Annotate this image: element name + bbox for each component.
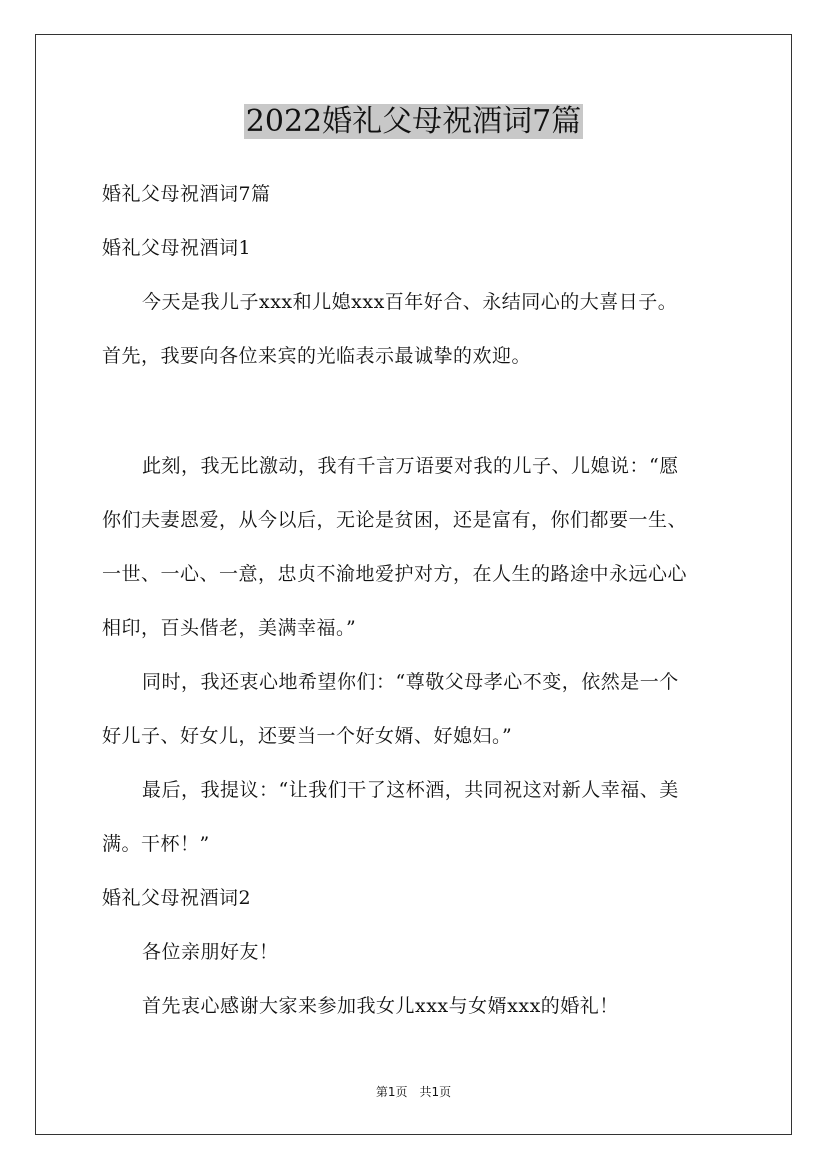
paragraph-line: 最后，我提议：“让我们干了这杯酒，共同祝这对新人幸福、美 [142, 779, 679, 801]
section-heading-main: 婚礼父母祝酒词7篇 [102, 183, 271, 205]
total-pages: 共1页 [419, 1085, 452, 1099]
document-title-text: 2022婚礼父母祝酒词7篇 [245, 104, 582, 139]
paragraph-line: 各位亲朋好友！ [142, 941, 279, 963]
paragraph-line: 你们夫妻恩爱，从今以后，无论是贫困，还是富有，你们都要一生、 [102, 509, 688, 531]
paragraph-line: 今天是我儿子xxx和儿媳xxx百年好合、永结同心的大喜日子。 [142, 291, 678, 313]
paragraph-line: 相印，百头偕老，美满幸福。” [102, 617, 357, 639]
section-heading-2: 婚礼父母祝酒词2 [102, 887, 252, 909]
paragraph-line: 一世、一心、一意，忠贞不渝地爱护对方，在人生的路途中永远心心 [102, 563, 688, 585]
paragraph-line: 同时，我还衷心地希望你们：“尊敬父母孝心不变，依然是一个 [142, 671, 679, 693]
paragraph-line: 首先衷心感谢大家来参加我女儿xxx与女婿xxx的婚礼！ [142, 995, 619, 1017]
paragraph-line: 此刻，我无比激动，我有千言万语要对我的儿子、儿媳说：“愿 [142, 455, 679, 477]
document-title [0, 100, 827, 144]
section-heading-1: 婚礼父母祝酒词1 [102, 237, 252, 259]
paragraph-line: 首先，我要向各位来宾的光临表示最诚挚的欢迎。 [102, 345, 532, 367]
page-footer [0, 1084, 827, 1100]
paragraph-line: 好儿子、好女儿，还要当一个好女婿、好媳妇。” [102, 725, 513, 747]
page-number: 第1页 [375, 1085, 408, 1099]
paragraph-line: 满。干杯！” [102, 833, 210, 855]
